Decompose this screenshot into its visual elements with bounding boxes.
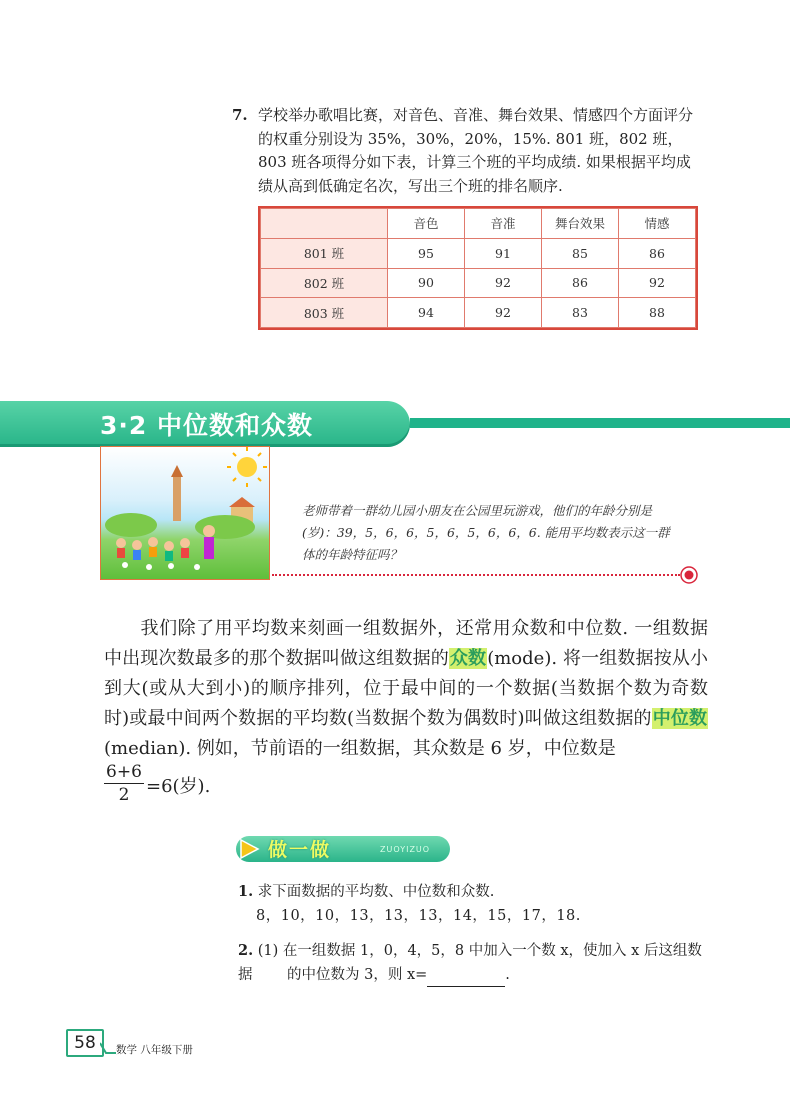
table-row	[261, 268, 696, 298]
table-header-cell: 音准	[465, 209, 542, 239]
exercise-2-line-2	[287, 963, 510, 987]
exercise-number: 2.	[238, 942, 254, 959]
table-cell: 801 班	[261, 238, 388, 268]
exercise-1-data: 8，10，10，13，13，13，14，15，17，18.	[256, 908, 581, 924]
exercise-text: (1) 在一组数据 1，0，4，5，8 中加入一个数 x，使加入 x 后这组数据	[238, 943, 702, 983]
table-cell: 91	[465, 238, 542, 268]
body-text-3: (median). 例如，节前语的一组数据，其众数是 6 岁，中位数是	[104, 738, 616, 759]
target-icon	[680, 566, 698, 584]
table-cell: 83	[542, 298, 619, 328]
table-header-cell: 情感	[619, 209, 696, 239]
problem-7	[232, 104, 702, 198]
practice-title: 做一做	[268, 839, 332, 861]
table-header-cell: 音色	[388, 209, 465, 239]
term-mode: 众数	[449, 648, 487, 669]
dotted-divider	[272, 574, 680, 576]
intro-text: 老师带着一群幼儿园小朋友在公园里玩游戏，他们的年龄分别是(岁)：39，5，6，6，5，6，5，6，6，6. 能用平均数表示这一群体的年龄特征吗？	[302, 503, 670, 562]
exercise-1	[238, 880, 494, 904]
problem-text: 学校举办歌唱比赛，对音色、音准、舞台效果、情感四个方面评分的权重分别设为 35%，30%，20%，15%. 801 班，802 班，803 班各项得分如下表，计算三个班的平均成绩. 如果根据平均成绩从高到低确定名次，写出三个班的排名顺序.	[258, 106, 694, 195]
table-cell: 88	[619, 298, 696, 328]
table-cell: 92	[465, 268, 542, 298]
park-scene-icon	[101, 447, 269, 579]
table-cell: 92	[619, 268, 696, 298]
section-title: 3·2 中位数和众数	[100, 411, 313, 440]
table-header-cell: 舞台效果	[542, 209, 619, 239]
table-cell: 85	[542, 238, 619, 268]
table-cell: 86	[619, 238, 696, 268]
exercise-text: .	[505, 967, 510, 983]
table-cell: 94	[388, 298, 465, 328]
table-cell: 803 班	[261, 298, 388, 328]
problem-number: 7.	[232, 106, 248, 124]
practice-subtitle: ZUOYIZUO	[380, 845, 431, 854]
section-rule	[410, 418, 790, 428]
fraction-result: =6(岁).	[146, 776, 211, 797]
table-cell: 95	[388, 238, 465, 268]
table-cell: 802 班	[261, 268, 388, 298]
exercise-text: 求下面数据的平均数、中位数和众数.	[257, 884, 495, 900]
table-header-row	[261, 209, 696, 239]
exercise-text: 的中位数为 3，则 x=	[287, 967, 428, 983]
table-row	[261, 298, 696, 328]
score-table	[258, 206, 698, 330]
fraction-denominator: 2	[118, 785, 130, 805]
play-arrow-icon	[238, 838, 260, 860]
exercise-number: 1.	[238, 883, 254, 900]
table-cell: 90	[388, 268, 465, 298]
median-fraction	[104, 762, 144, 805]
definition-paragraph	[104, 614, 708, 764]
body-text-1: 我们除了用平均数来刻画一组数据外，还常用众数和中位数. 一组数据中出现次数最多的那个数据叫做这组数据的	[104, 618, 708, 669]
book-title: 数学 八年级下册	[116, 1044, 193, 1056]
table-cell: 86	[542, 268, 619, 298]
table-cell: 92	[465, 298, 542, 328]
body-text-2: (mode). 将一组数据按从小到大(或从大到小)的顺序排列，位于最中间的一个数据(当数据个数为奇数时)或最中间两个数据的平均数(当数据个数为偶数时)叫做这组数据的	[104, 648, 709, 729]
term-median: 中位数	[652, 708, 707, 729]
park-illustration	[100, 446, 270, 580]
answer-blank[interactable]	[427, 970, 505, 987]
table-row	[261, 238, 696, 268]
table-header-cell	[261, 209, 388, 239]
fraction-numerator: 6+6	[106, 762, 142, 782]
page-number: 58	[66, 1029, 104, 1057]
page-tab-icon	[100, 1040, 116, 1054]
